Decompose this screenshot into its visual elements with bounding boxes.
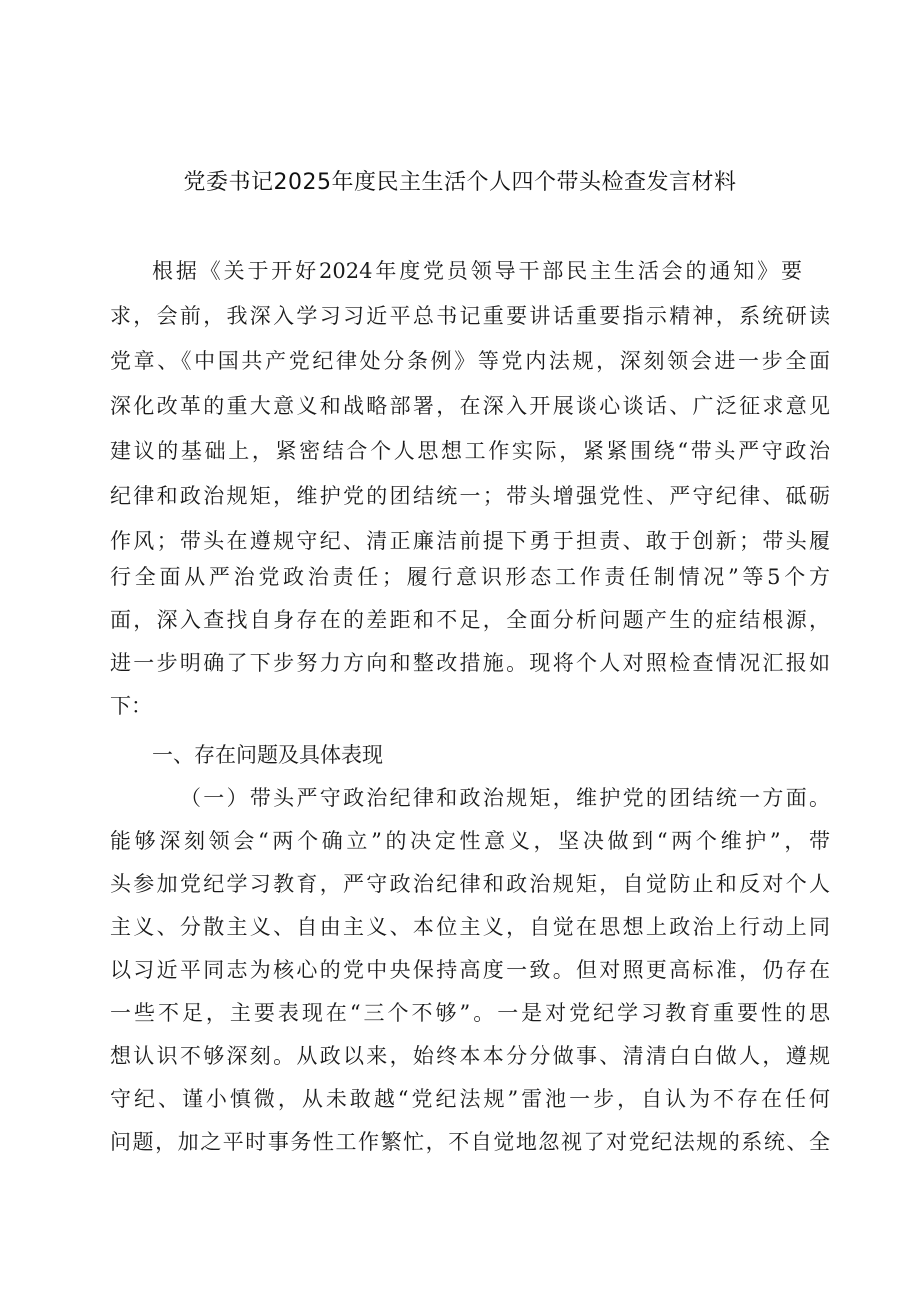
paragraph-line: 下：: [110, 694, 152, 718]
section-heading: 一、存在问题及具体表现: [152, 743, 383, 767]
subsection-heading: （一）带头严守政治纪律和政治规矩，维护党的团结统一方面。: [180, 786, 830, 810]
paragraph-line: 一些不足，主要表现在“三个不够”。一是对党纪学习教育重要性的思: [110, 1001, 830, 1025]
paragraph-line: 想认识不够深刻。从政以来，始终本本分分做事、清清白白做人，遵规: [110, 1044, 830, 1068]
paragraph-line: 面，深入查找自身存在的差距和不足，全面分析问题产生的症结根源，: [110, 608, 830, 632]
paragraph-line: 根据《关于开好2024年度党员领导干部民主生活会的通知》要: [152, 259, 802, 283]
paragraph-line: 作风；带头在遵规守纪、清正廉洁前提下勇于担责、敢于创新；带头履: [110, 529, 830, 553]
paragraph-line: 建议的基础上，紧密结合个人思想工作实际，紧紧围绕“带头严守政治: [110, 439, 830, 463]
paragraph-line: 问题，加之平时事务性工作繁忙，不自觉地忽视了对党纪法规的系统、全: [110, 1130, 830, 1154]
paragraph-line: 行全面从严治党政治责任；履行意识形态工作责任制情况”等5个方: [110, 565, 830, 589]
paragraph-line: 深化改革的重大意义和战略部署，在深入开展谈心谈话、广泛征求意见: [110, 394, 830, 418]
paragraph-line: 党章、《中国共产党纪律处分条例》等党内法规，深刻领会进一步全面: [110, 349, 830, 373]
paragraph-line: 进一步明确了下步努力方向和整改措施。现将个人对照检查情况汇报如: [110, 651, 830, 675]
paragraph-line: 能够深刻领会“两个确立”的决定性意义，坚决做到“两个维护”，带: [110, 829, 830, 853]
document-title: 党委书记2025年度民主生活个人四个带头检查发言材料: [183, 170, 737, 195]
paragraph-line: 头参加党纪学习教育，严守政治纪律和政治规矩，自觉防止和反对个人: [110, 872, 830, 896]
paragraph-line: 守纪、谨小慎微，从未敢越“党纪法规”雷池一步，自认为不存在任何: [110, 1087, 830, 1111]
paragraph-line: 纪律和政治规矩，维护党的团结统一；带头增强党性、严守纪律、砥砺: [110, 484, 830, 508]
paragraph-line: 求，会前，我深入学习习近平总书记重要讲话重要指示精神，系统研读: [110, 304, 830, 328]
paragraph-line: 以习近平同志为核心的党中央保持高度一致。但对照更高标准，仍存在: [110, 958, 830, 982]
paragraph-line: 主义、分散主义、自由主义、本位主义，自觉在思想上政治上行动上同: [110, 915, 830, 939]
